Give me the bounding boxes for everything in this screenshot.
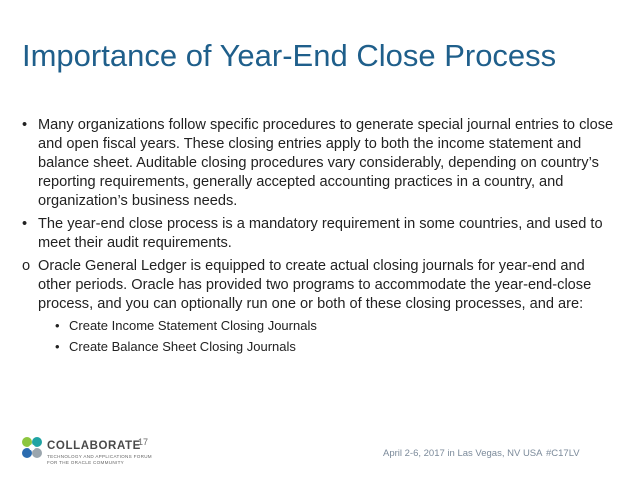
event-hashtag: #C17LV — [546, 448, 580, 459]
bullet-item — [22, 116, 618, 211]
bullet-item — [22, 215, 618, 253]
logo-tagline-line: FOR THE ORACLE COMMUNITY — [47, 459, 125, 465]
logo-number: 17 — [138, 437, 149, 447]
logo-tagline — [47, 454, 152, 465]
bullet-text: Oracle General Ledger is equipped to create actual closing journals for year-end and other periods. Oracle has provided two programs to accommodate the year-end-close process, and you can optionally run one or both of these closing processes, and are: — [38, 258, 592, 312]
sub-bullet-item — [22, 317, 618, 335]
bullet-marker: • — [22, 117, 28, 133]
sub-bullet-marker: • — [55, 318, 60, 333]
logo-wordmark: COLLABORATE — [47, 440, 141, 452]
slide-body — [22, 116, 618, 356]
slide-title: Importance of Year-End Close Process — [22, 38, 557, 73]
bullet-text: Many organizations follow specific procedures to generate special journal entries to close and open fiscal years. These closing entries apply to both the income statement and balance sheet. Auditable closing procedures vary considerably, depending on country’s reporting requirements, generally accepted accounting practices in a country, and organization’s business needs. — [38, 117, 614, 209]
bullet-item — [22, 257, 618, 314]
sub-bullet-marker: • — [55, 339, 60, 354]
event-info: April 2-6, 2017 in Las Vegas, NV USA — [383, 448, 543, 459]
bullet-marker: o — [22, 258, 31, 274]
collaborate-logo-mark-icon — [20, 436, 44, 462]
collaborate-logo — [20, 436, 150, 470]
bullet-marker: • — [22, 216, 28, 232]
slide-footer — [0, 436, 638, 476]
sub-bullet-text: Create Balance Sheet Closing Journals — [69, 339, 296, 354]
bullet-text: The year-end close process is a mandatory requirement in some countries, and used to meet their audit requirements. — [38, 216, 603, 251]
sub-bullet-text: Create Income Statement Closing Journals — [69, 318, 317, 333]
sub-bullet-item — [22, 338, 618, 356]
logo-tagline-line: TECHNOLOGY AND APPLICATIONS FORUM — [47, 454, 152, 459]
